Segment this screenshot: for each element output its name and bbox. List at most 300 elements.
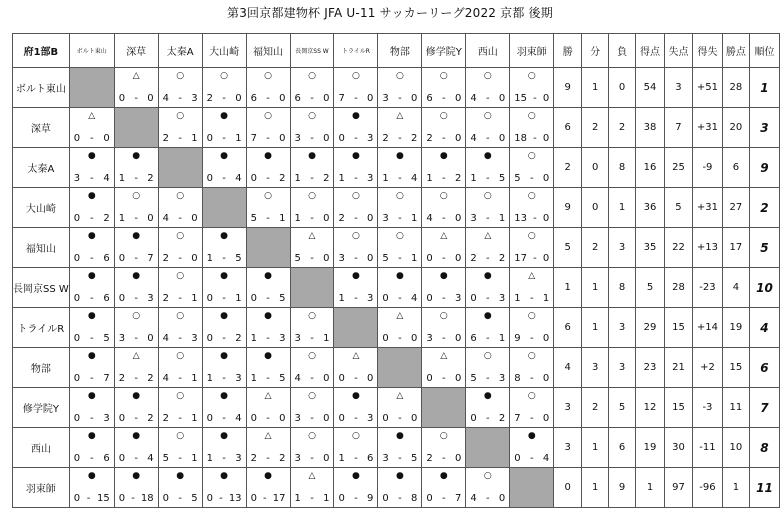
score-separator: - <box>310 413 314 424</box>
match-result <box>203 148 246 187</box>
score-separator: - <box>310 133 314 144</box>
rank-value: 6 <box>749 348 779 388</box>
score-separator: - <box>354 293 358 304</box>
result-mark: ○ <box>527 311 536 321</box>
result-mark: ● <box>220 391 229 401</box>
row-team-name: 太秦A <box>13 148 70 188</box>
goals-for: 13 <box>514 213 527 224</box>
result-mark: ● <box>220 431 229 441</box>
goals-for: 0 <box>426 293 433 304</box>
match-score <box>378 133 421 145</box>
goals-for: 0 <box>338 413 345 424</box>
match-result <box>334 468 377 507</box>
match-score <box>159 493 202 505</box>
goals-for: 0 <box>514 453 521 464</box>
goals-for: 0 <box>162 493 170 504</box>
stat-header: 順位 <box>749 34 779 68</box>
goals-against: 0 <box>410 93 418 104</box>
goals-against: 1 <box>191 413 198 424</box>
stat-value: 30 <box>665 428 693 468</box>
score-separator: - <box>134 213 138 224</box>
match-result <box>510 188 553 227</box>
score-separator: - <box>533 213 537 224</box>
goals-against: 1 <box>235 133 242 144</box>
stat-value: 6 <box>609 428 636 468</box>
team-header: 長岡京SS W <box>290 34 334 68</box>
match-cell <box>510 68 554 108</box>
diagonal-cell <box>246 228 290 268</box>
stat-value: 5 <box>609 388 636 428</box>
score-separator: - <box>134 173 138 184</box>
stat-value: 15 <box>722 348 749 388</box>
goals-against: 2 <box>147 373 154 384</box>
stat-value: 0 <box>582 148 609 188</box>
match-cell <box>202 228 246 268</box>
goals-for: 1 <box>206 373 213 384</box>
match-result <box>422 268 465 307</box>
result-mark: ● <box>308 151 316 161</box>
goals-against: 0 <box>542 253 550 264</box>
score-separator: - <box>222 133 226 144</box>
goals-against: 5 <box>410 453 418 464</box>
result-mark: ○ <box>439 431 448 441</box>
stat-value: 1 <box>582 428 609 468</box>
result-mark: △ <box>308 471 316 481</box>
match-cell <box>422 428 466 468</box>
team-header: ボルト東山 <box>69 34 114 68</box>
match-result <box>203 388 246 427</box>
team-header: 太秦A <box>158 34 202 68</box>
goals-for: 2 <box>470 253 477 264</box>
match-result <box>510 388 553 427</box>
goals-for: 0 <box>382 333 389 344</box>
result-mark: ○ <box>483 71 492 81</box>
rank-value: 8 <box>749 428 779 468</box>
score-separator: - <box>354 133 358 144</box>
match-result <box>291 388 334 427</box>
goals-against: 0 <box>454 133 462 144</box>
match-cell <box>334 268 378 308</box>
goals-against: 4 <box>147 453 154 464</box>
match-result <box>159 348 202 387</box>
match-cell <box>466 348 510 388</box>
match-score <box>510 133 553 145</box>
result-mark: ● <box>395 471 404 481</box>
match-cell <box>114 148 158 188</box>
result-mark: ● <box>483 311 492 321</box>
score-separator: - <box>310 493 314 504</box>
score-separator: - <box>86 493 91 504</box>
goals-for: 6 <box>294 93 301 104</box>
goals-for: 4 <box>162 93 170 104</box>
row-team-name: トライルR <box>13 308 70 348</box>
match-result <box>466 228 509 267</box>
match-result <box>466 308 509 347</box>
goals-against: 2 <box>410 133 418 144</box>
match-score <box>422 213 465 225</box>
stat-value: 29 <box>636 308 665 348</box>
goals-for: 5 <box>514 173 521 184</box>
result-mark: △ <box>264 391 272 401</box>
match-score <box>422 493 465 505</box>
match-result <box>203 268 246 307</box>
match-score <box>334 493 377 505</box>
score-separator: - <box>354 93 358 104</box>
match-score <box>422 453 465 465</box>
stat-header: 失点 <box>665 34 693 68</box>
result-mark: △ <box>484 231 492 241</box>
goals-for: 0 <box>118 93 126 104</box>
match-score <box>115 173 158 185</box>
match-score <box>203 173 246 185</box>
goals-against: 1 <box>191 373 198 384</box>
match-cell <box>510 308 554 348</box>
match-score <box>247 93 290 105</box>
match-result <box>378 148 421 187</box>
goals-against: 2 <box>147 173 154 184</box>
match-result <box>422 428 465 467</box>
result-mark: ● <box>87 271 96 281</box>
match-score <box>510 293 553 305</box>
match-result <box>247 348 290 387</box>
match-score <box>334 373 377 385</box>
goals-for: 2 <box>118 373 126 384</box>
match-score <box>115 253 158 265</box>
goals-for: 0 <box>118 493 126 504</box>
match-cell <box>378 268 422 308</box>
match-score <box>70 253 114 265</box>
result-mark: ● <box>439 151 448 161</box>
goals-against: 0 <box>323 453 330 464</box>
goals-against: 5 <box>498 173 506 184</box>
goals-for: 2 <box>426 133 433 144</box>
stat-header: 分 <box>582 34 609 68</box>
score-separator: - <box>485 493 490 504</box>
score-separator: - <box>134 253 138 264</box>
result-mark: ○ <box>176 191 185 201</box>
match-result <box>422 348 465 387</box>
score-separator: - <box>310 373 314 384</box>
score-separator: - <box>354 253 358 264</box>
goals-for: 0 <box>206 333 213 344</box>
stat-value: 6 <box>554 108 582 148</box>
goals-against: 18 <box>140 493 154 504</box>
result-mark: ○ <box>132 191 141 201</box>
match-cell <box>246 468 290 508</box>
score-separator: - <box>398 133 402 144</box>
match-cell <box>158 68 202 108</box>
match-result <box>510 148 553 187</box>
goals-for: 3 <box>118 333 126 344</box>
match-result <box>378 268 421 307</box>
match-score <box>422 373 465 385</box>
result-mark: ○ <box>483 351 492 361</box>
match-score <box>466 213 509 225</box>
score-separator: - <box>222 293 226 304</box>
stat-header: 勝点 <box>722 34 749 68</box>
score-separator: - <box>178 373 182 384</box>
match-score <box>334 253 377 265</box>
match-score <box>70 493 114 505</box>
match-result <box>466 348 509 387</box>
match-result <box>247 68 290 107</box>
goals-for: 0 <box>382 293 389 304</box>
goals-for: 3 <box>73 173 81 184</box>
match-result <box>334 388 377 427</box>
stat-value: 3 <box>582 348 609 388</box>
match-score <box>115 293 158 305</box>
goals-against: 4 <box>410 293 418 304</box>
match-score <box>159 253 202 265</box>
stat-value: 3 <box>665 68 693 108</box>
match-score <box>291 453 334 465</box>
result-mark: ○ <box>264 111 272 121</box>
corner-header: 府1部B <box>13 34 70 68</box>
goals-against: 1 <box>498 333 506 344</box>
match-cell <box>202 68 246 108</box>
match-result <box>247 268 290 307</box>
score-separator: - <box>222 413 226 424</box>
goals-for: 0 <box>470 293 477 304</box>
match-cell <box>202 148 246 188</box>
match-cell <box>510 268 554 308</box>
diagonal-cell <box>114 108 158 148</box>
goals-against: 0 <box>367 253 374 264</box>
match-cell <box>378 428 422 468</box>
score-separator: - <box>398 213 402 224</box>
match-result <box>291 188 334 227</box>
goals-against: 0 <box>103 133 110 144</box>
match-result <box>203 108 246 147</box>
match-score <box>159 373 202 385</box>
diagonal-cell <box>378 348 422 388</box>
match-score <box>247 213 290 225</box>
match-result <box>422 308 465 347</box>
result-mark: △ <box>528 271 536 281</box>
result-mark: ● <box>527 431 536 441</box>
match-cell <box>69 388 114 428</box>
goals-against: 0 <box>454 453 462 464</box>
goals-against: 4 <box>542 453 550 464</box>
row-team-name: 大山崎 <box>13 188 70 228</box>
result-mark: ● <box>87 431 96 441</box>
goals-against: 3 <box>367 293 374 304</box>
match-cell <box>290 108 334 148</box>
match-score <box>203 293 246 305</box>
rank-value: 5 <box>749 228 779 268</box>
match-score <box>334 453 377 465</box>
match-cell <box>158 468 202 508</box>
match-score <box>378 213 421 225</box>
match-score <box>70 133 114 145</box>
goals-for: 1 <box>294 213 301 224</box>
goals-against: 1 <box>410 213 418 224</box>
goals-against: 0 <box>454 253 462 264</box>
result-mark: ○ <box>308 391 316 401</box>
match-cell <box>290 188 334 228</box>
goals-against: 0 <box>542 133 550 144</box>
goals-for: 2 <box>162 133 170 144</box>
stat-value: 1 <box>582 68 609 108</box>
goals-against: 0 <box>498 493 506 504</box>
goals-for: 0 <box>382 493 389 504</box>
match-cell <box>114 268 158 308</box>
score-separator: - <box>89 293 94 304</box>
stat-value: 0 <box>609 68 636 108</box>
goals-against: 0 <box>498 133 506 144</box>
goals-for: 8 <box>514 373 521 384</box>
match-result <box>510 348 553 387</box>
match-score <box>378 173 421 185</box>
match-score <box>334 293 377 305</box>
goals-for: 1 <box>294 493 301 504</box>
goals-against: 6 <box>103 293 110 304</box>
match-cell <box>202 308 246 348</box>
goals-for: 0 <box>426 493 433 504</box>
goals-against: 3 <box>191 333 198 344</box>
match-score <box>247 453 290 465</box>
match-cell <box>69 228 114 268</box>
goals-for: 1 <box>250 373 257 384</box>
score-separator: - <box>442 173 446 184</box>
stat-value: 1 <box>722 468 749 508</box>
match-result <box>159 268 202 307</box>
goals-for: 3 <box>294 133 301 144</box>
match-result <box>247 308 290 347</box>
score-separator: - <box>266 373 270 384</box>
goals-for: 3 <box>470 213 477 224</box>
match-cell <box>246 308 290 348</box>
goals-for: 0 <box>118 413 126 424</box>
score-separator: - <box>398 173 402 184</box>
stat-value: 2 <box>582 228 609 268</box>
stat-value: 10 <box>722 428 749 468</box>
stat-value: 0 <box>582 188 609 228</box>
match-cell <box>466 188 510 228</box>
match-score <box>334 93 377 105</box>
match-score <box>466 413 509 425</box>
match-score <box>203 453 246 465</box>
goals-for: 2 <box>382 133 389 144</box>
result-mark: ○ <box>176 431 185 441</box>
score-separator: - <box>178 493 182 504</box>
result-mark: ○ <box>439 311 448 321</box>
goals-for: 1 <box>338 173 345 184</box>
score-separator: - <box>310 453 314 464</box>
match-cell <box>466 268 510 308</box>
score-separator: - <box>89 173 94 184</box>
score-separator: - <box>529 373 534 384</box>
match-score <box>70 413 114 425</box>
result-mark: ○ <box>352 231 360 241</box>
row-team-name: 羽束師 <box>13 468 70 508</box>
stat-value: 6 <box>722 148 749 188</box>
match-score <box>510 173 553 185</box>
match-result <box>510 428 553 467</box>
stat-value: 8 <box>609 148 636 188</box>
score-separator: - <box>398 333 402 344</box>
goals-against: 6 <box>103 453 110 464</box>
score-separator: - <box>134 333 138 344</box>
match-result <box>378 228 421 267</box>
match-score <box>466 293 509 305</box>
match-result <box>159 388 202 427</box>
match-result <box>291 228 334 267</box>
match-cell <box>334 388 378 428</box>
match-cell <box>510 388 554 428</box>
match-cell <box>114 228 158 268</box>
goals-for: 2 <box>162 253 170 264</box>
goals-against: 3 <box>147 293 154 304</box>
goals-for: 0 <box>250 413 257 424</box>
diagonal-cell <box>290 268 334 308</box>
score-separator: - <box>266 333 270 344</box>
match-result <box>247 188 290 227</box>
score-separator: - <box>485 373 490 384</box>
result-mark: ○ <box>308 111 316 121</box>
score-separator: - <box>266 133 270 144</box>
match-score <box>70 333 114 345</box>
goals-for: 3 <box>382 453 389 464</box>
result-mark: ○ <box>527 391 536 401</box>
match-cell <box>290 228 334 268</box>
score-separator: - <box>134 413 138 424</box>
match-cell <box>158 388 202 428</box>
match-score <box>70 373 114 385</box>
match-result <box>247 468 290 507</box>
goals-against: 1 <box>235 293 242 304</box>
match-cell <box>290 388 334 428</box>
score-separator: - <box>89 213 94 224</box>
goals-against: 0 <box>498 93 506 104</box>
rank-value: 10 <box>749 268 779 308</box>
match-result <box>159 108 202 147</box>
match-score <box>334 213 377 225</box>
goals-against: 5 <box>103 333 110 344</box>
score-separator: - <box>266 93 270 104</box>
match-result <box>115 468 158 507</box>
stat-value: 3 <box>609 348 636 388</box>
goals-against: 1 <box>323 333 330 344</box>
match-score <box>115 453 158 465</box>
goals-for: 7 <box>250 133 257 144</box>
stat-value: 22 <box>665 228 693 268</box>
score-separator: - <box>134 93 138 104</box>
stat-value: 17 <box>722 228 749 268</box>
match-cell <box>378 148 422 188</box>
goals-for: 2 <box>338 213 345 224</box>
goals-for: 4 <box>470 133 477 144</box>
goals-for: 4 <box>470 493 477 504</box>
score-separator: - <box>398 93 402 104</box>
goals-against: 5 <box>279 293 286 304</box>
match-cell <box>334 68 378 108</box>
match-cell <box>114 188 158 228</box>
match-cell <box>158 268 202 308</box>
score-separator: - <box>89 333 94 344</box>
diagonal-cell <box>422 388 466 428</box>
match-cell <box>246 348 290 388</box>
result-mark: ○ <box>483 111 492 121</box>
result-mark: ● <box>264 351 272 361</box>
goals-against: 0 <box>323 93 330 104</box>
score-separator: - <box>442 293 446 304</box>
team-header: 大山崎 <box>202 34 246 68</box>
result-mark: ● <box>87 231 96 241</box>
goals-for: 5 <box>162 453 170 464</box>
match-result <box>159 228 202 267</box>
goals-for: 0 <box>206 173 213 184</box>
